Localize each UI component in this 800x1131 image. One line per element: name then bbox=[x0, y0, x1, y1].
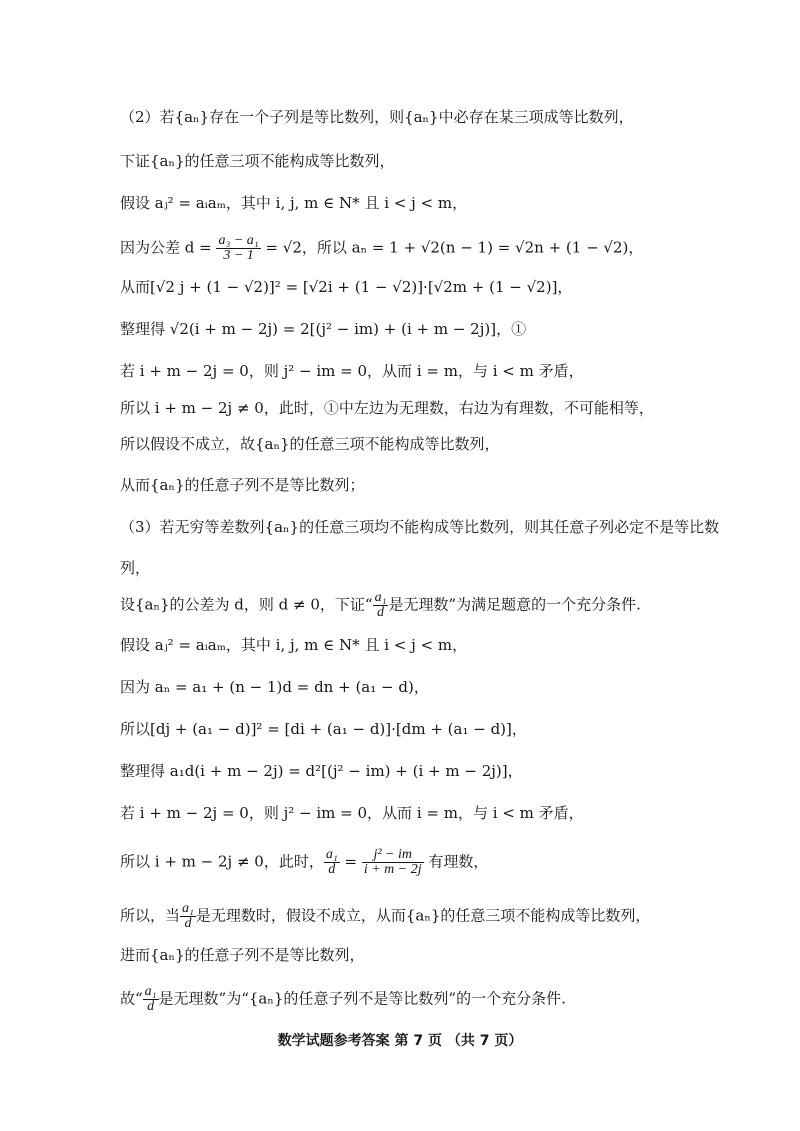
fraction bbox=[143, 985, 159, 1014]
page-footer: 数学试题参考答案 第 7 页 （共 7 页） bbox=[277, 1033, 523, 1049]
fraction bbox=[373, 591, 389, 620]
fraction-numerator: a₁ bbox=[144, 984, 157, 999]
text-segment: 因为公差 d = bbox=[120, 238, 217, 257]
text-line-9: 所以假设不成立，故{aₙ}的任意三项不能构成等比数列， bbox=[120, 435, 500, 453]
fraction bbox=[362, 848, 424, 877]
text-line-20 bbox=[120, 902, 700, 931]
text-segment: 设{aₙ}的公差为 d，则 d ≠ 0，下证“ bbox=[120, 595, 373, 614]
text-line-6: 整理得 √2(i + m − 2j) = 2[(j² − im) + (i + m − 2j)]，① bbox=[120, 320, 527, 338]
text-segment: 所以，当 bbox=[120, 906, 181, 925]
fraction bbox=[324, 848, 340, 877]
text-line-12: 列， bbox=[120, 559, 151, 577]
text-line-22 bbox=[120, 985, 700, 1014]
fraction-denominator: i + m − 2j bbox=[363, 862, 422, 877]
text-segment: 有理数， bbox=[423, 852, 489, 871]
text-segment: 是无理数时，假设不成立，从而{aₙ}的任意三项不能构成等比数列， bbox=[195, 906, 651, 925]
text-line-1: （2）若{aₙ}存在一个子列是等比数列，则{aₙ}中必存在某三项成等比数列， bbox=[120, 108, 634, 126]
text-line-18: 若 i + m − 2j = 0，则 j² − im = 0，从而 i = m，与 i < m 矛盾， bbox=[120, 804, 584, 822]
fraction-denominator: d bbox=[147, 999, 155, 1014]
text-line-21: 进而{aₙ}的任意子列不是等比数列， bbox=[120, 946, 365, 964]
fraction-denominator: d bbox=[377, 605, 385, 620]
text-line-13 bbox=[120, 591, 700, 620]
fraction-numerator: a₁ bbox=[325, 847, 338, 862]
text-line-14: 假设 aⱼ² = aᵢaₘ，其中 i, j, m ∈ N* 且 i < j < m， bbox=[120, 636, 468, 654]
text-line-17: 整理得 a₁d(i + m − 2j) = d²[(j² − im) + (i + m − 2j)]， bbox=[120, 762, 523, 780]
fraction bbox=[180, 902, 196, 931]
text-line-8: 所以 i + m − 2j ≠ 0，此时，①中左边为无理数，右边为有理数，不可能相等， bbox=[120, 399, 654, 417]
fraction-denominator: d bbox=[184, 916, 192, 931]
fraction-denominator: 3 − 1 bbox=[223, 248, 254, 263]
fraction bbox=[216, 234, 260, 263]
text-line-2: 下证{aₙ}的任意三项不能构成等比数列， bbox=[120, 152, 395, 170]
text-line-3: 假设 aⱼ² = aᵢaₘ，其中 i, j, m ∈ N* 且 i < j < m， bbox=[120, 194, 468, 212]
text-line-19 bbox=[120, 848, 700, 877]
fraction-numerator: a₁ bbox=[374, 590, 387, 605]
fraction-numerator: a₃ − a₁ bbox=[218, 233, 259, 248]
fraction-denominator: d bbox=[328, 862, 336, 877]
text-line-15: 因为 aₙ = a₁ + (n − 1)d = dn + (a₁ − d)， bbox=[120, 678, 429, 696]
text-segment: 故“ bbox=[120, 989, 143, 1008]
text-line-7: 若 i + m − 2j = 0，则 j² − im = 0，从而 i = m，与 i < m 矛盾， bbox=[120, 362, 584, 380]
text-segment: 是无理数”为满足题意的一个充分条件. bbox=[388, 595, 641, 614]
fraction-numerator: j² − im bbox=[362, 848, 424, 863]
text-line-10: 从而{aₙ}的任意子列不是等比数列； bbox=[120, 476, 365, 494]
fraction-numerator: a₁ bbox=[182, 901, 194, 916]
text-segment: = bbox=[339, 852, 362, 871]
text-line-4 bbox=[120, 234, 700, 263]
text-line-11: （3）若无穷等差数列{aₙ}的任意三项均不能构成等比数列，则其任意子列必定不是等比数 bbox=[120, 518, 720, 536]
text-segment: = √2，所以 aₙ = 1 + √2(n − 1) = √2n + (1 − √2)， bbox=[260, 238, 644, 257]
text-line-16: 所以[dj + (a₁ − d)]² = [di + (a₁ − d)]·[dm + (a₁ − d)]， bbox=[120, 720, 527, 738]
text-segment: 是无理数”为“{aₙ}的任意子列不是等比数列”的一个充分条件. bbox=[158, 989, 566, 1008]
text-segment: 所以 i + m − 2j ≠ 0，此时， bbox=[120, 852, 324, 871]
text-line-5: 从而[√2 j + (1 − √2)]² = [√2i + (1 − √2)]·[√2m + (1 − √2)]， bbox=[120, 278, 573, 296]
